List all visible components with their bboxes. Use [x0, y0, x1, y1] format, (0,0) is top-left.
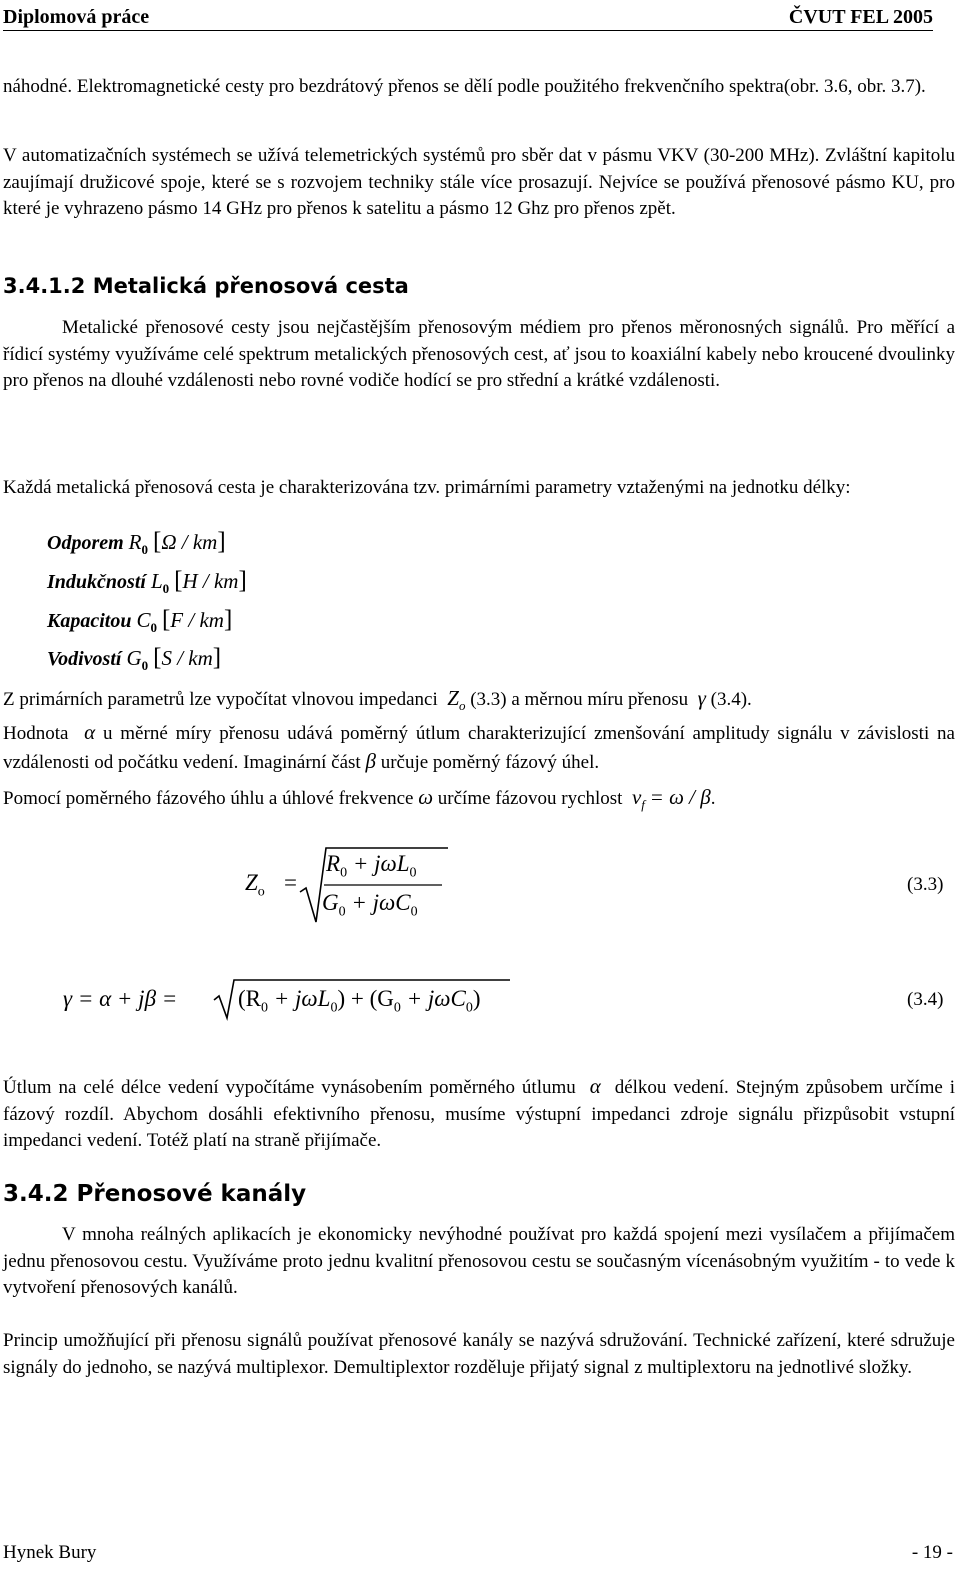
param-resistance: Odporem $R_0$ [Ω / km]	[47, 528, 226, 557]
param-unit: H / km	[182, 569, 239, 593]
eq33-g-sub: 0	[338, 904, 346, 920]
symbol-z-sub: o	[458, 697, 466, 713]
paragraph-multiplexing: Princip umožňující při přenosu signálů používat přenosové kanály se nazývá sdružování. Technické zařízení, které sdružuje signály do jednoho, se nazývá multiplexor. Demultiplextor rozděluje přijatý signal z multiplextoru na jednotlivé složky.	[3, 1330, 955, 1378]
eq33-lhs	[245, 870, 265, 901]
eq33-g: G	[322, 890, 339, 915]
symbol-gamma: γ	[697, 686, 706, 710]
param-unit: Ω / km	[161, 530, 218, 554]
paragraph-impedance	[3, 685, 955, 719]
eq33-z: Z	[245, 870, 258, 895]
eq33-z-sub: o	[257, 884, 265, 900]
param-unit: S / km	[161, 646, 213, 670]
eq34-plus: +	[350, 986, 364, 1011]
page-header	[3, 6, 933, 31]
eq34-close1: )	[337, 986, 346, 1011]
symbol-alpha: α	[84, 720, 96, 744]
paragraph-primary-params: Každá metalická přenosová cesta je charakterizována tzv. primárními parametry vztaženými na jednotku délky:	[3, 477, 851, 498]
eq33-l-sub: 0	[409, 865, 417, 881]
text: určuje poměrný fázový úhel.	[380, 751, 600, 773]
paragraph-metallic: Metalické přenosové cesty jsou nejčastějším přenosovým médiem pro přenos měronosných signálů. Pro měřící a řídicí systémy využíváme celé spektrum metalických přenosových cest, ať jsou to koaxiální kabely nebo kroucené dvoulinky pro přenos na dlouhé vzdálenosti nebo rovné vodiče hodící se pro střední a krátké vzdálenosti.	[3, 317, 955, 391]
eq34-open1: (R	[238, 986, 261, 1011]
text: Pomocí poměrného fázového úhlu a úhlové frekvence	[3, 788, 414, 809]
text: (3.4).	[710, 689, 752, 710]
eq33-r: R	[326, 851, 341, 876]
text: (3.3) a měrnou míru přenosu	[470, 689, 689, 710]
eq34-m1: + jωL	[273, 986, 331, 1011]
text: Z primárních parametrů lze vypočítat vlnovou impedanci	[3, 689, 438, 710]
param-label: Vodivostí	[47, 648, 122, 670]
param-label: Kapacitou	[47, 610, 132, 632]
eq34-close2: )	[472, 986, 481, 1011]
text: .	[710, 788, 716, 809]
eq34-rhs	[238, 986, 481, 1017]
symbol-v: v	[631, 785, 642, 809]
symbol-v-sub: f	[641, 796, 645, 812]
eq33-equals: =	[284, 870, 297, 895]
symbol-z: Z	[447, 686, 459, 710]
paragraph-intro: náhodné. Elektromagnetické cesty pro bezdrátový přenos se dělí podle použitého frekvenčního spektra(obr. 3.6, obr. 3.7).	[3, 76, 926, 97]
footer-page-number: - 19 -	[911, 1542, 953, 1563]
param-subscript: 0	[162, 581, 170, 596]
equation-number-3-4: (3.4)	[907, 989, 944, 1010]
symbol-omega: ω	[418, 785, 434, 809]
param-symbol: R	[128, 530, 142, 554]
section-heading-channels: 3.4.2 Přenosové kanály	[3, 1181, 307, 1207]
phase-velocity-rhs: = ω / β	[649, 785, 711, 809]
header-title: Diplomová práce	[3, 6, 150, 28]
paragraph-attenuation	[3, 1073, 955, 1155]
text: Útlum na celé délce vedení vypočítáme vynásobením poměrného útlumu	[3, 1077, 576, 1098]
section-heading-metallic: 3.4.1.2 Metalická přenosová cesta	[3, 274, 409, 298]
text: Hodnota	[3, 723, 69, 744]
paragraph-channels: V mnoha reálných aplikacích je ekonomicky nevýhodné používat pro každá spojení mezi vysílačem a přijímačem jednu přenosovou cestu. Využíváme proto jednu kvalitní přenosovou cestu se současným vícenásobným využitím - to vede k vytvoření přenosových kanálů.	[3, 1224, 955, 1298]
eq34-l-sub: 0	[330, 1000, 338, 1016]
eq33-numerator	[326, 851, 417, 882]
param-conductance: Vodivostí $G_0$ [S / km]	[47, 644, 222, 673]
header-institution: ČVUT FEL 2005	[788, 6, 933, 28]
eq34-c-sub: 0	[465, 1000, 473, 1016]
param-subscript: 0	[150, 620, 157, 635]
equation-number-3-3: (3.3)	[907, 874, 944, 895]
param-capacitance: Kapacitou $C_0$ [F / km]	[47, 606, 233, 635]
eq33-den-mid: + jωC	[351, 890, 411, 915]
eq34-g-sub: 0	[393, 1000, 401, 1016]
param-symbol: L	[150, 569, 163, 593]
eq33-r-sub: 0	[340, 865, 348, 881]
param-label: Odporem	[47, 532, 124, 554]
param-subscript: 0	[141, 542, 148, 557]
param-symbol: G	[126, 646, 142, 670]
param-subscript: 0	[141, 658, 149, 673]
param-symbol: C	[136, 608, 151, 632]
eq34-open2: (G	[369, 986, 394, 1011]
symbol-alpha: α	[589, 1074, 601, 1098]
paragraph-phase-velocity	[3, 784, 955, 818]
eq33-num-mid: + jωL	[352, 851, 410, 876]
text: určíme fázovou rychlost	[437, 788, 623, 809]
eq33-denominator	[322, 890, 418, 921]
text: délkou vedení. Stejným způsobem určíme i fázový rozdíl. Abychom dosáhli efektivního přenosu, musíme výstupní impedanci zdroje signálu přizpůsobit vstupní impedanci vedení. Totéž platí na straně přijímače.	[3, 1077, 956, 1151]
param-label: Indukčností	[47, 571, 146, 593]
eq34-lhs: γ = α + jβ =	[63, 986, 178, 1011]
eq34-m2: + jωC	[406, 986, 466, 1011]
param-inductance: Indukčností $L_0$ [H / km]	[47, 567, 247, 596]
eq34-r-sub: 0	[261, 1000, 268, 1016]
eq33-c-sub: 0	[410, 904, 418, 920]
paragraph-alpha-beta	[3, 719, 955, 776]
param-unit: F / km	[170, 608, 224, 632]
symbol-beta: β	[365, 748, 376, 773]
text: u měrné míry přenosu udává poměrný útlum charakterizující zmenšování amplitudy signálu v závislosti na vzdálenosti od počátku vedení. Imaginární část	[3, 723, 955, 773]
footer-author: Hynek Bury	[3, 1542, 97, 1563]
paragraph-automation: V automatizačních systémech se užívá telemetrických systémů pro sběr dat v pásmu VKV (30-200 MHz). Zvláštní kapitolu zaujímají družicové spoje, které se s rozvojem techniky stále více prosazují. Nejvíce se používá přenosové pásmo KU, pro které je vyhrazeno pásmo 14 GHz pro přenos k satelitu a pásmo 12 Ghz pro přenos zpět.	[3, 145, 955, 219]
